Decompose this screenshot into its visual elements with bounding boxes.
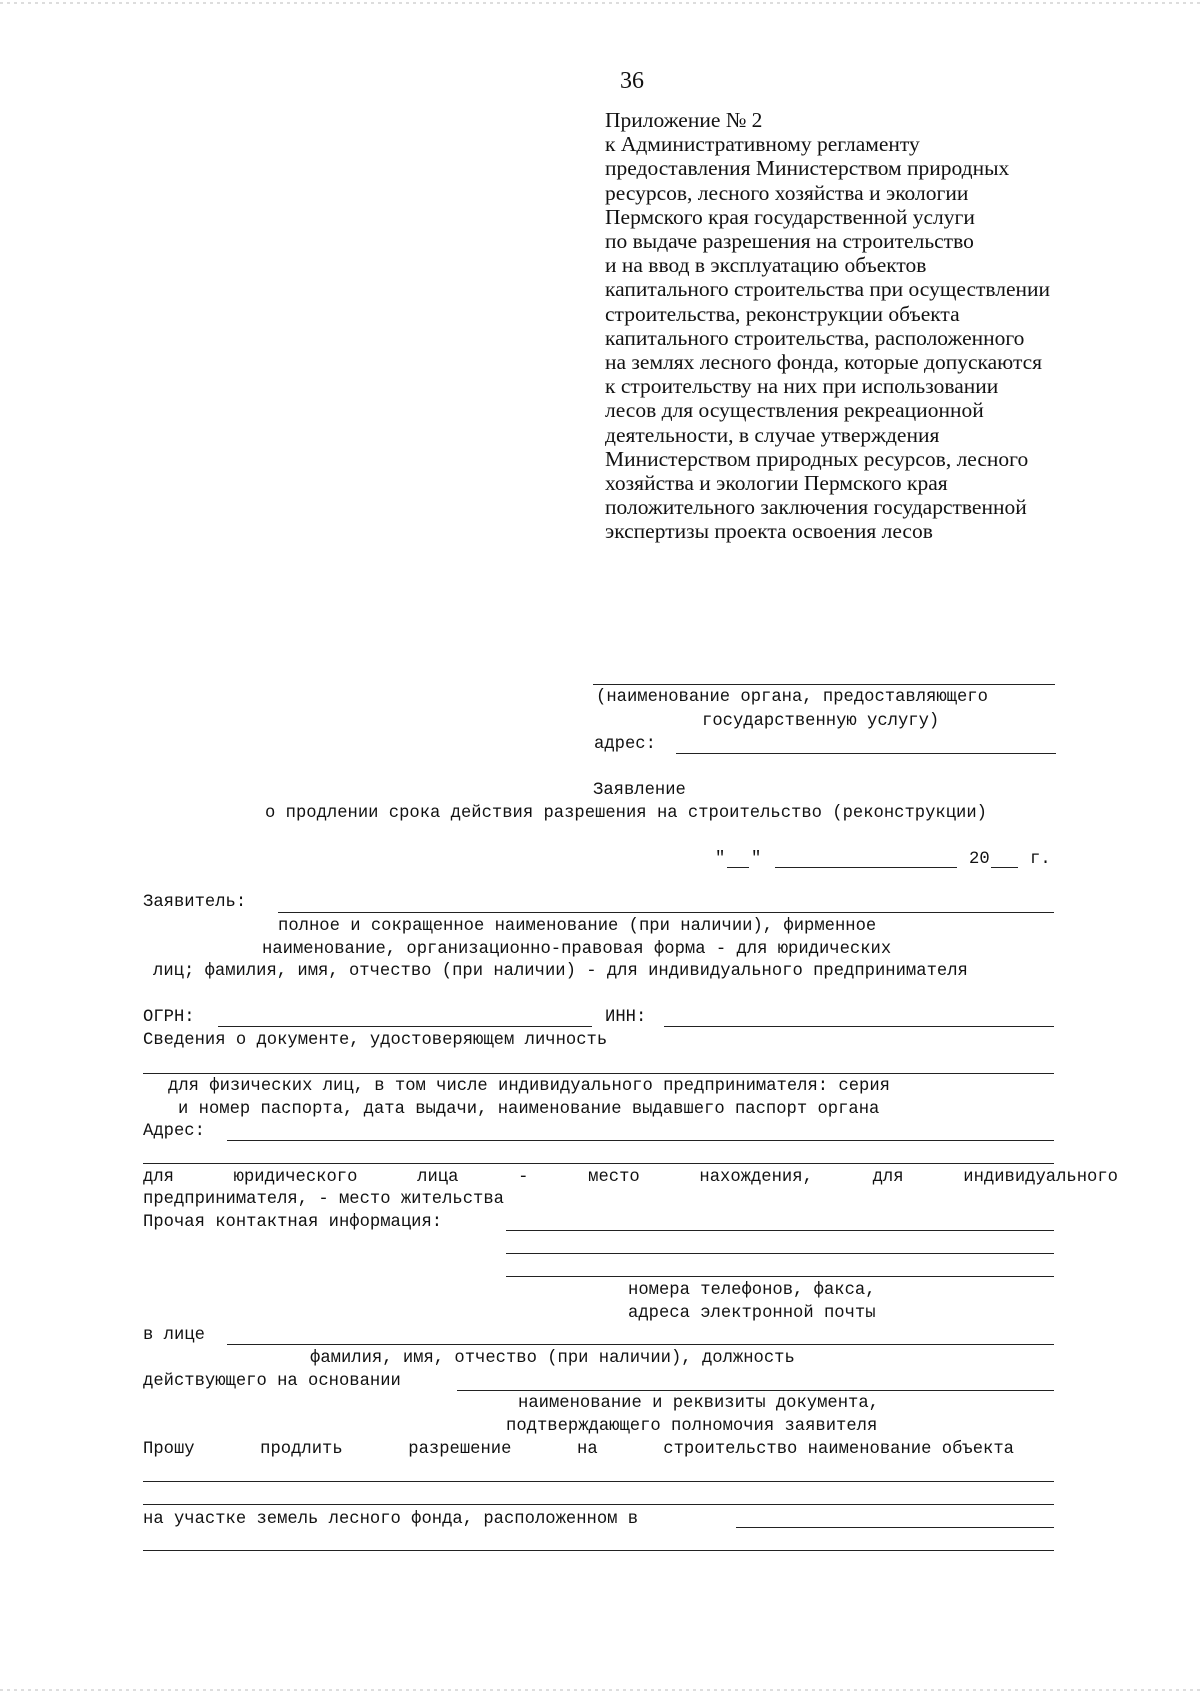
appendix-header [605, 108, 1050, 544]
applicant-hint-line2: наименование, организационно-правовая форма - для юридических [262, 940, 892, 959]
request-word: Прошу [143, 1440, 195, 1459]
inn-label: ИНН: [605, 1008, 647, 1027]
applicant-hint-line3: лиц; фамилия, имя, отчество (при наличии) - для индивидуального предпринимателя [153, 962, 968, 981]
appendix-line: к строительству на них при использовании [605, 374, 999, 399]
address-hint-word: для [872, 1168, 904, 1187]
address-label: Адрес: [143, 1122, 205, 1141]
authority-name-line[interactable] [593, 684, 1055, 685]
represented-hint: фамилия, имя, отчество (при наличии), должность [310, 1349, 795, 1368]
appendix-line: капитального строительства, расположенного [605, 325, 1025, 350]
ogrn-label: ОГРН: [143, 1008, 195, 1027]
ogrn-line[interactable] [218, 1026, 592, 1027]
appendix-line: экспертизы проекта освоения лесов [605, 519, 933, 544]
appendix-line: хозяйства и экологии Пермского края [605, 471, 948, 496]
page-number: 36 [620, 68, 644, 94]
address-hint-word: для [143, 1168, 174, 1187]
appendix-line: строительства, реконструкции объекта [605, 301, 960, 326]
address-hint-line1 [143, 1168, 1118, 1188]
authority-caption-line2: государственную услугу) [702, 712, 940, 731]
basis-label: действующего на основании [143, 1372, 401, 1391]
address-hint-word: лица [417, 1168, 459, 1187]
request-word: на [577, 1440, 598, 1459]
authority-caption-line1: (наименование органа, предоставляющего [596, 688, 988, 707]
appendix-line: капитального строительства при осуществлении [605, 277, 1051, 302]
scan-bottom-edge [0, 1689, 1200, 1691]
contact-line1[interactable] [506, 1230, 1054, 1231]
id-document-line[interactable] [143, 1073, 1054, 1074]
address-hint-word: индивидуального [963, 1168, 1118, 1187]
date-year-prefix: 20 [969, 850, 990, 869]
statement-subtitle: о продлении срока действия разрешения на строительство (реконструкции) [265, 804, 987, 823]
appendix-line: лесов для осуществления рекреационной [605, 398, 984, 423]
date-day-line[interactable] [727, 867, 749, 868]
appendix-line: на землях лесного фонда, которые допускаются [605, 350, 1043, 375]
basis-hint-line1: наименование и реквизиты документа, [518, 1394, 879, 1413]
represented-label: в лице [143, 1326, 205, 1345]
applicant-name-line[interactable] [278, 912, 1054, 913]
appendix-line: предоставления Министерством природных [605, 156, 1010, 181]
location-line1[interactable] [736, 1527, 1054, 1528]
request-line [143, 1440, 1014, 1460]
address-hint-word: юридического [233, 1168, 358, 1187]
contact-label: Прочая контактная информация: [143, 1213, 443, 1232]
appendix-line: Министерством природных ресурсов, лесного [605, 446, 1029, 471]
request-word: продлить [260, 1440, 343, 1459]
appendix-line: по выдаче разрешения на строительство [605, 229, 974, 254]
request-word: разрешение [408, 1440, 512, 1459]
id-hint-line1: для физических лиц, в том числе индивидуального предпринимателя: серия [168, 1077, 890, 1096]
appendix-line: к Административному регламенту [605, 132, 920, 157]
appendix-line: положительного заключения государственной [605, 495, 1027, 520]
contact-line2[interactable] [506, 1253, 1054, 1254]
contact-hint-line2: адреса электронной почты [628, 1304, 876, 1323]
applicant-hint-line1: полное и сокращенное наименование (при наличии), фирменное [278, 917, 877, 936]
appendix-line: Приложение № 2 [605, 108, 763, 132]
appendix-line: деятельности, в случае утверждения [605, 422, 940, 447]
object-name-line2[interactable] [143, 1504, 1054, 1505]
authority-address-label: адрес: [594, 735, 656, 754]
location-label: на участке земель лесного фонда, расположенном в [143, 1510, 639, 1529]
basis-hint-line2: подтверждающего полномочия заявителя [506, 1417, 878, 1436]
date-quote-close: " [751, 850, 762, 869]
date-year-suffix: г. [1030, 850, 1051, 869]
date-quote-open: " [715, 850, 726, 869]
appendix-line: ресурсов, лесного хозяйства и экологии [605, 180, 969, 205]
address-hint-word: место [588, 1168, 640, 1187]
request-word: строительство наименование объекта [663, 1440, 1014, 1459]
authority-address-line[interactable] [676, 753, 1056, 754]
scan-top-edge [0, 2, 1200, 4]
object-name-line1[interactable] [143, 1481, 1054, 1482]
represented-line[interactable] [227, 1344, 1054, 1345]
appendix-line: Пермского края государственной услуги [605, 204, 975, 229]
contact-line3[interactable] [506, 1276, 1054, 1277]
date-year-line[interactable] [991, 867, 1018, 868]
statement-title: Заявление [593, 781, 686, 800]
id-document-label: Сведения о документе, удостоверяющем личность [143, 1031, 608, 1050]
address-line2[interactable] [143, 1163, 1054, 1164]
address-hint-line2: предпринимателя, - место жительства [143, 1190, 504, 1209]
applicant-label: Заявитель: [143, 893, 247, 912]
date-month-line[interactable] [775, 867, 957, 868]
appendix-line: и на ввод в эксплуатацию объектов [605, 253, 927, 278]
inn-line[interactable] [664, 1026, 1054, 1027]
location-line2[interactable] [143, 1550, 1054, 1551]
address-hint-word: нахождения, [699, 1168, 813, 1187]
id-hint-line2: и номер паспорта, дата выдачи, наименование выдавшего паспорт органа [178, 1100, 880, 1119]
address-line1[interactable] [227, 1140, 1054, 1141]
basis-line[interactable] [457, 1390, 1054, 1391]
contact-hint-line1: номера телефонов, факса, [628, 1281, 876, 1300]
address-hint-word: - [518, 1168, 529, 1187]
